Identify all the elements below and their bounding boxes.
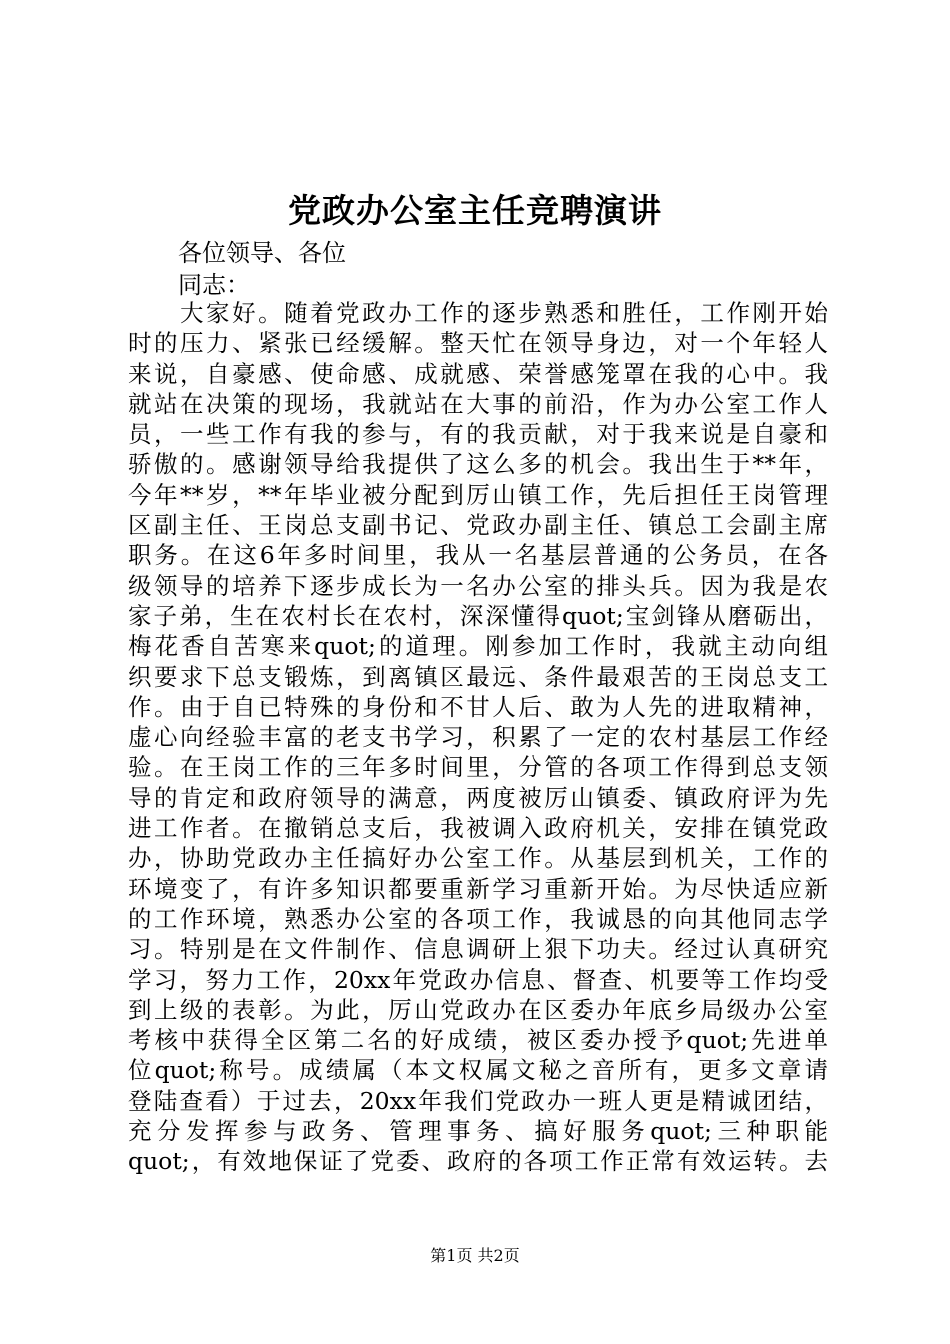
body-line: 环境变了，有许多知识都要重新学习重新开始。为尽快适应新	[128, 874, 828, 903]
body-line: 来说，自豪感、使命感、成就感、荣誉感笼罩在我的心中。我	[128, 359, 828, 388]
salutation-line-1: 各位领导、各位	[178, 239, 346, 267]
body-line: 职务。在这6年多时间里，我从一名基层普通的公务员，在各	[128, 541, 828, 570]
body-line: 作。由于自已特殊的身份和不甘人后、敢为人先的进取精神，	[128, 692, 828, 721]
page-footer: 第1页 共2页	[430, 1246, 520, 1265]
body-line: 进工作者。在撤销总支后，我被调入政府机关，安排在镇党政	[128, 814, 828, 843]
document-title: 党政办公室主任竞聘演讲	[288, 191, 662, 230]
body-line: 习。特别是在文件制作、信息调研上狠下功夫。经过认真研究	[128, 935, 828, 964]
body-line: 大家好。随着党政办工作的逐步熟悉和胜任，工作刚开始	[128, 299, 828, 327]
body-line: 骄傲的。感谢领导给我提供了这么多的机会。我出生于**年，	[128, 450, 828, 479]
body-line: 位quot;称号。成绩属（本文权属文秘之音所有，更多文章请	[128, 1056, 828, 1085]
body-line: 充分发挥参与政务、管理事务、搞好服务quot;三种职能	[128, 1117, 828, 1146]
body-line: 学习，努力工作，20xx年党政办信息、督查、机要等工作均受	[128, 965, 828, 994]
body-line: 今年**岁，**年毕业被分配到厉山镇工作，先后担任王岗管理	[128, 480, 828, 509]
body-line: 织要求下总支锻炼，到离镇区最远、条件最艰苦的王岗总支工	[128, 662, 828, 691]
body-line: 虚心向经验丰富的老支书学习，积累了一定的农村基层工作经	[128, 723, 828, 752]
salutation-line-2: 同志：	[178, 271, 250, 299]
body-line: 到上级的表彰。为此，厉山党政办在区委办年底乡局级办公室	[128, 995, 828, 1024]
body-line: 级领导的培养下逐步成长为一名办公室的排头兵。因为我是农	[128, 571, 828, 600]
body-line: 梅花香自苦寒来quot;的道理。刚参加工作时，我就主动向组	[128, 632, 828, 661]
body-paragraph	[128, 298, 828, 1177]
body-line: 就站在决策的现场，我就站在大事的前沿，作为办公室工作人	[128, 389, 828, 418]
body-line: 的工作环境，熟悉办公室的各项工作，我诚恳的向其他同志学	[128, 904, 828, 933]
body-line: 登陆查看）于过去，20xx年我们党政办一班人更是精诚团结，	[128, 1086, 828, 1115]
body-line: 区副主任、王岗总支副书记、党政办副主任、镇总工会副主席	[128, 511, 828, 540]
body-line: 验。在王岗工作的三年多时间里，分管的各项工作得到总支领	[128, 753, 828, 782]
body-line: 考核中获得全区第二名的好成绩，被区委办授予quot;先进单	[128, 1026, 828, 1055]
body-line: quot;，有效地保证了党委、政府的各项工作正常有效运转。去	[128, 1147, 828, 1176]
body-line: 办，协助党政办主任搞好办公室工作。从基层到机关，工作的	[128, 844, 828, 873]
body-line: 导的肯定和政府领导的满意，两度被厉山镇委、镇政府评为先	[128, 783, 828, 812]
body-line: 员，一些工作有我的参与，有的我贡献，对于我来说是自豪和	[128, 420, 828, 449]
body-line: 家子弟，生在农村长在农村，深深懂得quot;宝剑锋从磨砺出，	[128, 601, 828, 630]
body-line: 时的压力、紧张已经缓解。整天忙在领导身边，对一个年轻人	[128, 329, 828, 358]
